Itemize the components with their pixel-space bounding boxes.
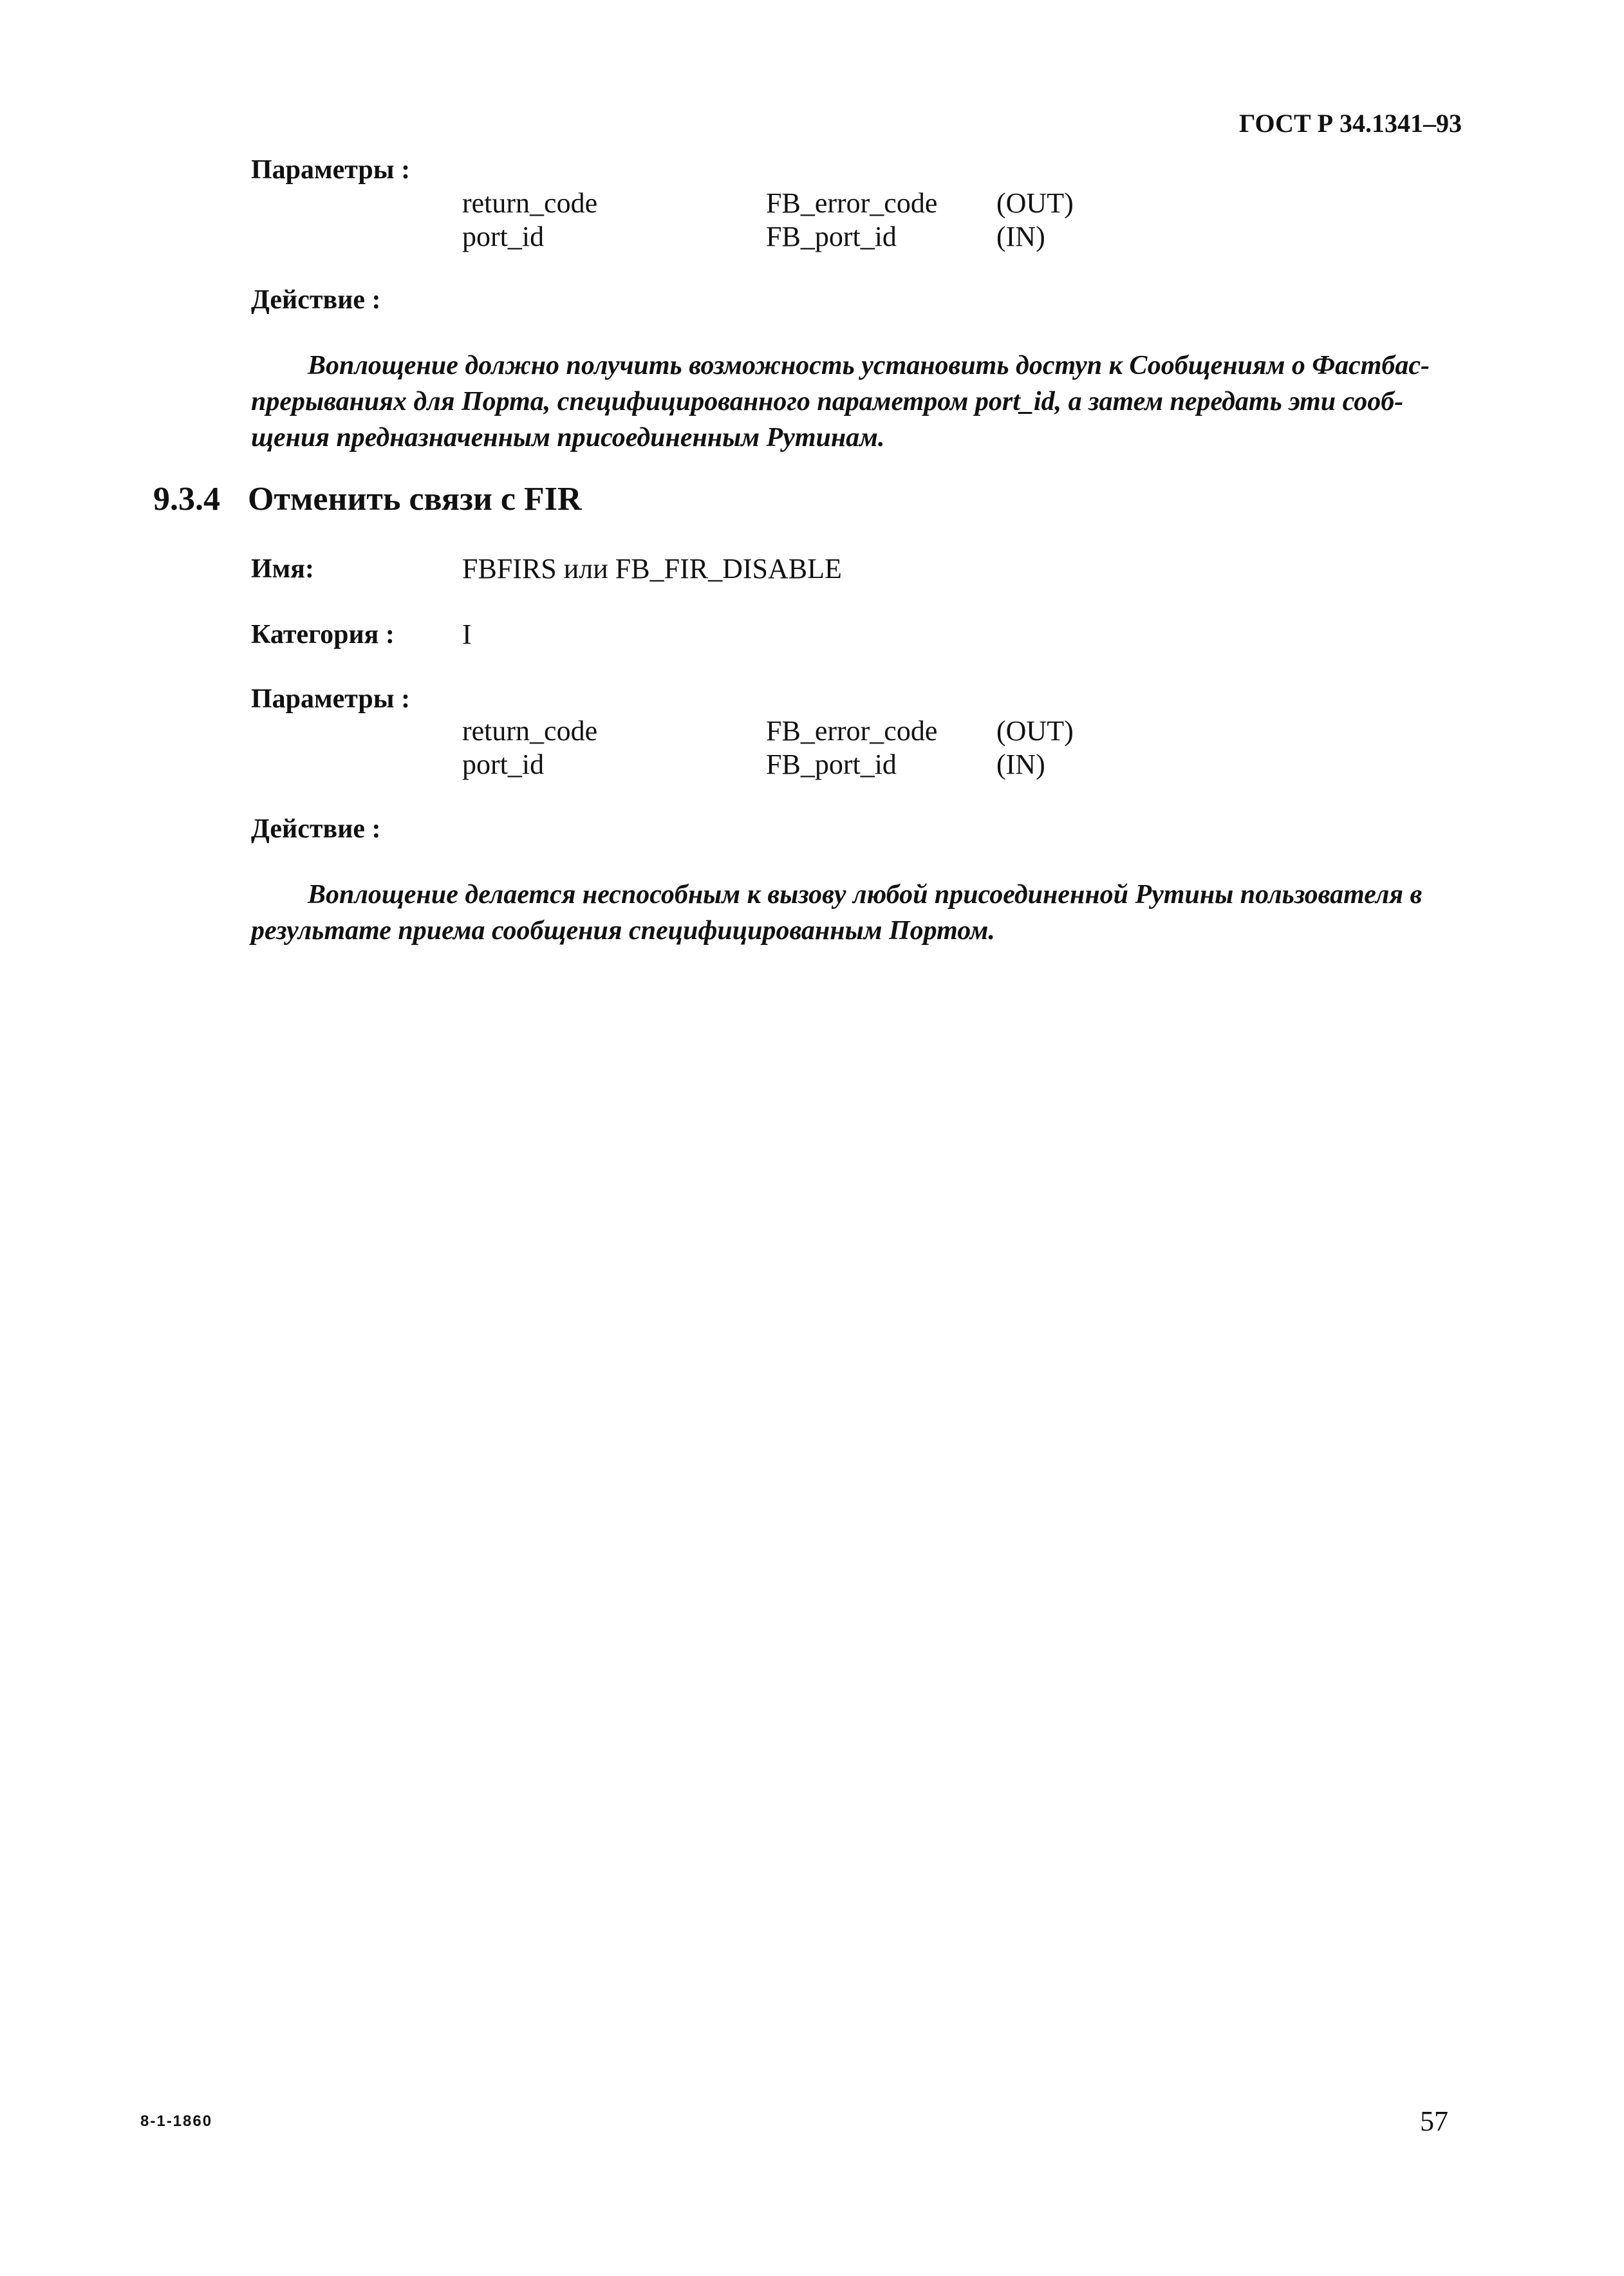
params-label: Параметры : bbox=[251, 155, 411, 185]
param-direction: (IN) bbox=[996, 749, 1045, 780]
action-label: Действие : bbox=[251, 814, 381, 844]
param-name: return_code bbox=[462, 187, 598, 219]
param-type: FB_port_id bbox=[766, 749, 897, 780]
action-text-line: прерываниях для Порта, специфицированного параметром port_id, а затем передать эти сооб- bbox=[251, 387, 1404, 416]
category-label: Категория : bbox=[251, 620, 395, 649]
action-text-line: щения предназначенным присоединенным Рутинам. bbox=[251, 423, 885, 452]
param-name: return_code bbox=[462, 715, 598, 747]
standard-code: ГОСТ Р 34.1341–93 bbox=[1239, 109, 1462, 138]
section-title: Отменить связи с FIR bbox=[248, 481, 582, 518]
param-type: FB_port_id bbox=[766, 221, 897, 252]
action-label: Действие : bbox=[251, 285, 381, 315]
section-number: 9.3.4 bbox=[153, 481, 220, 518]
param-direction: (IN) bbox=[996, 221, 1045, 252]
action-text-line: Воплощение должно получить возможность установить доступ к Сообщениям о Фастбас- bbox=[308, 351, 1430, 380]
param-direction: (OUT) bbox=[996, 187, 1074, 219]
param-name: port_id bbox=[462, 221, 545, 252]
param-name: port_id bbox=[462, 749, 545, 780]
param-type: FB_error_code bbox=[766, 715, 938, 747]
name-value: FBFIRS или FB_FIR_DISABLE bbox=[462, 553, 842, 584]
action-text-line: результате приема сообщения специфицированным Портом. bbox=[251, 916, 995, 946]
print-code: 8-1-1860 bbox=[140, 2113, 213, 2130]
param-direction: (OUT) bbox=[996, 715, 1074, 747]
category-value: I bbox=[462, 619, 472, 650]
page-number: 57 bbox=[1420, 2105, 1448, 2137]
params-label: Параметры : bbox=[251, 684, 411, 714]
name-label: Имя: bbox=[251, 554, 314, 584]
action-text-line: Воплощение делается неспособным к вызову любой присоединенной Рутины пользователя в bbox=[308, 880, 1423, 909]
param-type: FB_error_code bbox=[766, 187, 938, 219]
